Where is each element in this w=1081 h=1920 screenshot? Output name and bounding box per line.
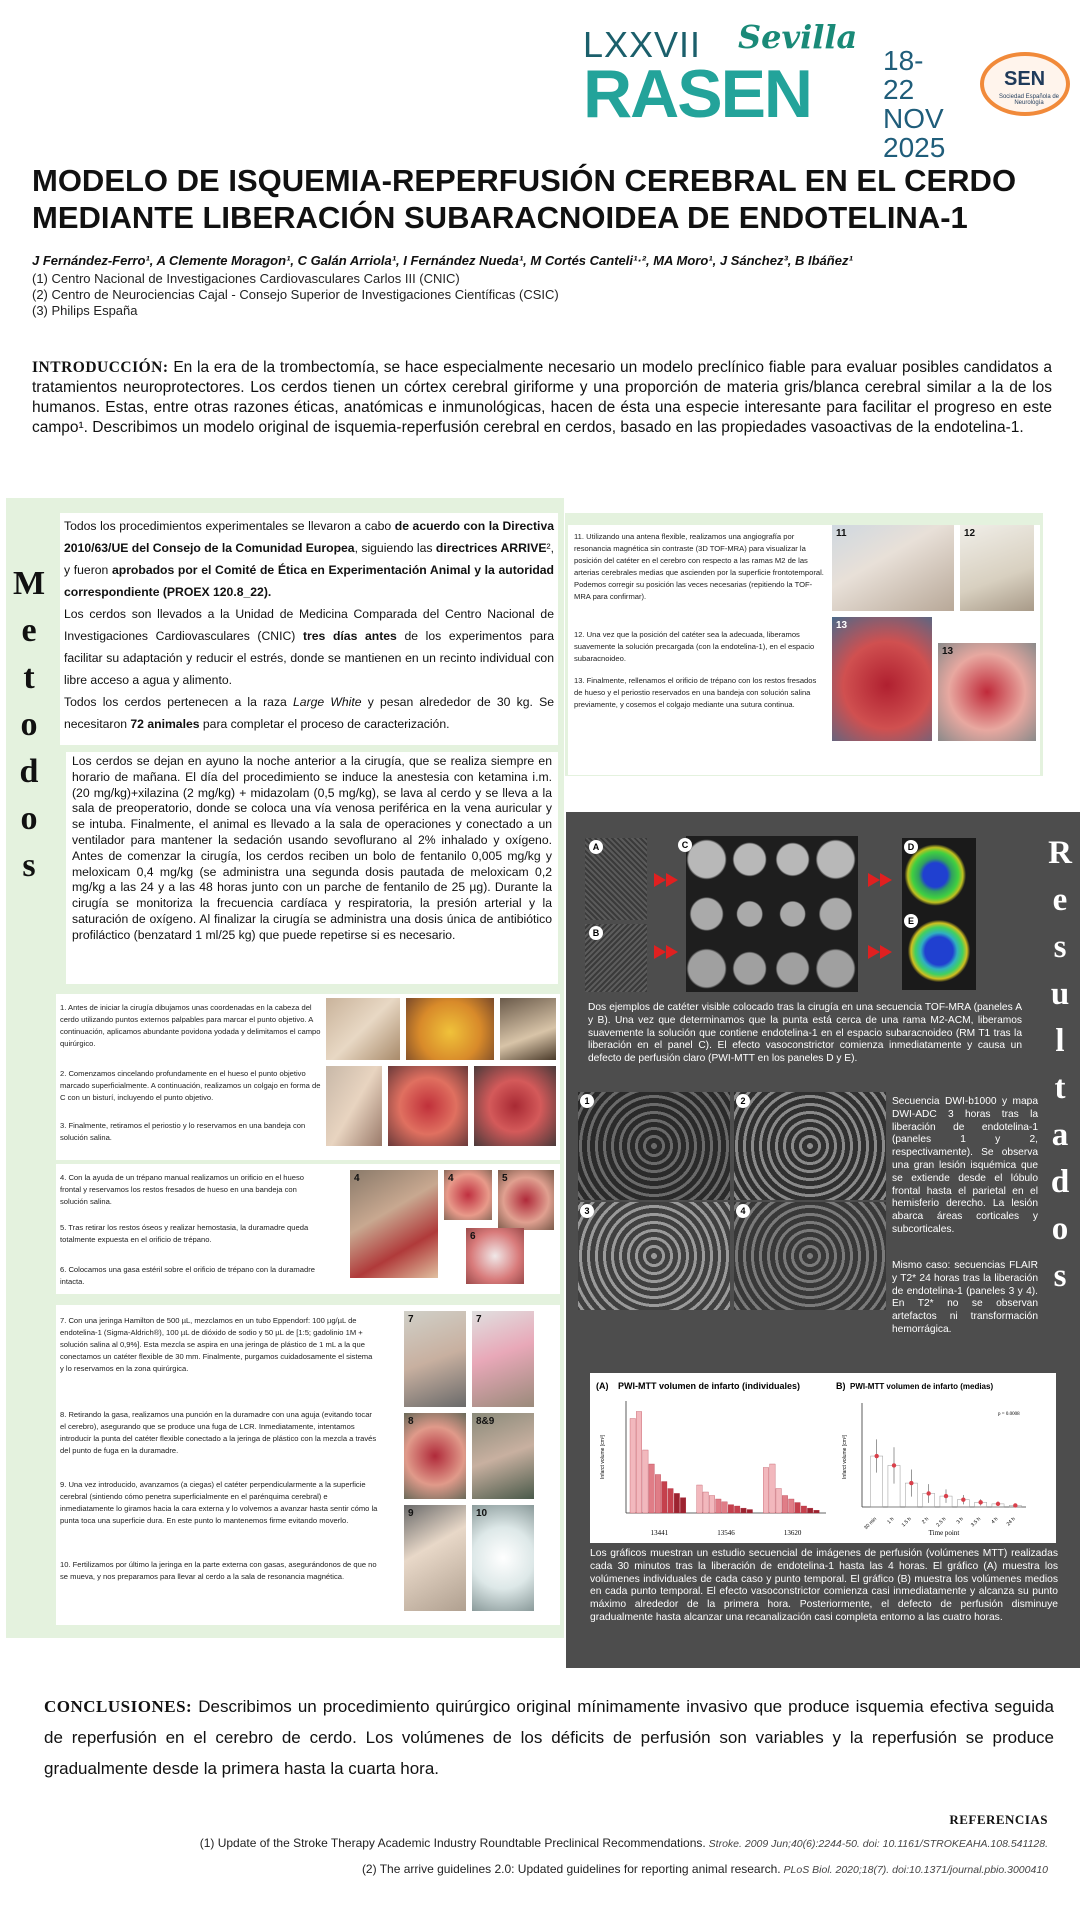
chart-b-tick-label: 3.5 h	[969, 1516, 983, 1529]
methods-anesthesia-box: Los cerdos se dejan en ayuno la noche anterior a la cirugía, que se realiza siempre en horario de mañana. El día del procedimiento se induce la anestesia con ketamina i.m. (20 mg/kg)+xilazina (2 mg/kg) + midazolam (0,5 mg/kg), se lava al cerdo y se lleva a la sala de preoperatorio, donde se coloca una vía venosa periférica en la vena auricular y se intuba. Finalmente, el animal es llevado a la sala de operaciones y conectado a un ventilador para mantener la sedación usando sevoflurano al 2% inhalado y oxígeno. Antes de comenzar la cirugía, los cerdos reciben un bolo de fentanilo 0,005 mg/kg y meloxicam 0,4 mg/kg (se administra una segunda dosis pautada de meloxicam 0,2 mg/kg a las 24 y a las 48 horas junto con un parche de fentanilo de 25 µg). Durante la cirugía se monitoriza la frecuencia cardíaca y respiratoria, la presión arterial y la saturación de oxígeno. Al finalizar la cirugía se administra una dosis única de antibiótico profiláctico (benzatard 1 ml/25 kg) que puede repetirse si es necesario.	[66, 752, 558, 984]
references-heading: REFERENCIAS	[949, 1812, 1048, 1827]
rasen-logo	[583, 18, 946, 163]
chart-a-panel-label: (A)	[596, 1381, 609, 1391]
mri-image: B	[585, 924, 647, 992]
intro-text: En la era de la trombectomía, se hace especialmente necesario un modelo preclínico fiable para evaluar posibles candidatos a tratamientos neuroprotectores. Los cerdos tienen un córtex cerebral giriforme y una proporción de materia gris/blanca cerebral similar a la de los humanos. Estas, entre otras razones éticas, anatómicas e inmunológicas, hacen de ésta una especie interesante para facilitar el progreso en este campo¹. Describimos un modelo original de isquemia-reperfusión cerebral en cerdos, basado en las propiedades vasoactivas de la endotelina-1.	[32, 359, 1052, 436]
chart-a-bar	[741, 1508, 746, 1513]
mri-image: 1	[578, 1092, 730, 1200]
chart-b-tick-label: 4 h	[990, 1516, 1000, 1526]
chart-b-tick-label: 24 h	[1005, 1516, 1017, 1528]
step-4: 4. Con la ayuda de un trépano manual realizamos un orificio en el hueso frontal y reservamos los restos fresados de hueso en una bandeja con solución salina.	[60, 1173, 304, 1206]
surgery-photo	[500, 998, 556, 1060]
chart-b-point	[909, 1481, 913, 1485]
chart-a-bar	[649, 1464, 654, 1513]
congress-dates: 18-22 NOV 2025	[883, 45, 946, 163]
chart-a-ylabel: Infarct volume [cm³]	[600, 1435, 606, 1479]
chart-a-bar	[807, 1508, 812, 1513]
results-caption-3: Mismo caso: secuencias FLAIR y T2* 24 horas tras la liberación de endotelina-1 (paneles 3 y 4). En T2* no se observan artefactos ni transformación hemorrágica.	[892, 1260, 1038, 1335]
surgery-photo: 10	[472, 1505, 534, 1611]
mri-image: 3	[578, 1202, 730, 1310]
chart-a-bar	[770, 1464, 775, 1513]
surgery-photo: 7	[472, 1311, 534, 1407]
chart-b-xlabel: Time point	[928, 1529, 960, 1537]
arrow-icon	[868, 945, 880, 959]
mri-image: 2	[734, 1092, 886, 1200]
results-caption-1: Dos ejemplos de catéter visible colocado tras la cirugía en una secuencia TOF-MRA (paneles A y B). Una vez que determinamos que la punta está cerca de una rama M2-ACM, liberamos suavemente la solución que contiene endotelina-1 en el espacio subaracnoideo (RM T1 tras la liberación en el panel C). El efecto vasoconstrictor comienza inmediatamente y causa un defecto de perfusión claro (PWI-MTT en los paneles D y E).	[588, 1002, 1022, 1065]
chart-a-bar	[674, 1493, 679, 1513]
step-10: 10. Fertilizamos por último la jeringa en la parte externa con gasas, asegurándonos de que no se mueva, y nos preparamos para llevar al cerdo a la sala de resonancia magnética.	[60, 1560, 377, 1581]
chart-b-tick-label: 30 min	[863, 1516, 879, 1532]
chart-b-tick-label: 3 h	[955, 1516, 965, 1526]
methods-steps-1-3	[56, 994, 560, 1160]
chart-a-bar	[716, 1499, 721, 1513]
surgery-photo: 6	[466, 1228, 524, 1284]
mri-image: C	[686, 836, 858, 992]
affiliation: (2) Centro de Neurociencias Cajal - Consejo Superior de Investigaciones Científicas (CSIC)	[32, 287, 559, 302]
chart-b-ylabel: Infarct volume [cm³]	[842, 1435, 848, 1479]
reference-item: (2) The arrive guidelines 2.0: Updated guidelines for reporting animal research. PLoS Biol. 2020;18(7). doi:10.1371/journal.pbio.3000410	[361, 1862, 1048, 1876]
surgery-photo	[388, 1066, 468, 1146]
mri-image: 4	[734, 1202, 886, 1310]
sen-logo: SEN Sociedad Española de Neurología	[980, 52, 1070, 116]
step-3: 3. Finalmente, retiramos el periostio y lo reservamos en una bandeja con solución salina.	[60, 1121, 306, 1142]
arrow-icon	[666, 873, 678, 887]
chart-a-bar	[801, 1506, 806, 1513]
chart-a-bar	[661, 1482, 666, 1514]
arrow-icon	[880, 873, 892, 887]
chart-a-bar	[703, 1492, 708, 1513]
chart-a-title: PWI-MTT volumen de infarto (individuales)	[618, 1381, 801, 1391]
chart-a-bar	[782, 1496, 787, 1514]
surgery-photo: 9	[404, 1505, 466, 1611]
chart-a-bar	[789, 1499, 794, 1513]
surgery-photo: 8	[404, 1413, 466, 1499]
surgery-photo: 5	[498, 1170, 554, 1230]
chart-a-bar	[814, 1510, 819, 1513]
surgery-photo: 7	[404, 1311, 466, 1407]
chart-a-bar	[795, 1503, 800, 1514]
reference-item: (1) Update of the Stroke Therapy Academic Industry Roundtable Preclinical Recommendations. Stroke. 2009 Jun;40(6):2244-50. doi: 10.1161/STROKEAHA.108.541128.	[199, 1836, 1048, 1850]
chart-a-bar	[668, 1489, 673, 1514]
surgery-photo: 4	[350, 1170, 438, 1278]
chart-a-bar	[655, 1475, 660, 1514]
step-12: 12. Una vez que la posición del catéter sea la adecuada, liberamos suavemente la solución precargada (con la endotelina-1), en el espacio subaracnoideo.	[574, 630, 815, 663]
chart-a-bar	[643, 1450, 648, 1513]
authors: J Fernández-Ferro¹, A Clemente Moragon¹, C Galán Arriola¹, I Fernández Nueda¹, M Cortés Canteli¹·², MA Moro¹, J Sánchez³, B Ibáñez¹	[32, 253, 853, 268]
chart-b-point	[996, 1502, 1000, 1506]
step-6: 6. Colocamos una gasa estéril sobre el orificio de trépano con la duramadre intacta.	[60, 1265, 315, 1286]
affiliation: (1) Centro Nacional de Investigaciones Cardiovasculares Carlos III (CNIC)	[32, 271, 460, 286]
chart-a-bar	[722, 1502, 727, 1513]
chart-b-point	[926, 1491, 930, 1495]
chart-b-point	[978, 1500, 982, 1504]
chart-b-panel-label: B)	[836, 1381, 846, 1391]
chart-a-bar	[747, 1510, 752, 1514]
chart-a-bar	[709, 1496, 714, 1514]
chart-a-group-label: 13441	[650, 1529, 669, 1537]
chart-b-title: PWI-MTT volumen de infarto (medias)	[850, 1382, 994, 1391]
mri-image: A	[585, 838, 647, 920]
chart-a-group-label: 13620	[783, 1529, 802, 1537]
results-caption-4: Los gráficos muestran un estudio secuencial de imágenes de perfusión (volúmenes MTT) realizadas cada 30 minutos tras la liberación de endotelina-1 hasta las 4 horas. El gráfico (A) muestra los volúmenes individuales de cada caso y punto temporal. El gráfico (B) muestra los volúmenes medios en cada punto temporal. El efecto vasoconstrictor comienza casi inmediatamente y alcanza su punto máximo alrededor de la primera hora. Posteriormente, el defecto de perfusión disminuye gradualmente hasta alcanzar una recanalización casi completa entorno a las cuatro horas.	[590, 1548, 1058, 1623]
chart-b-tick-label: 1 h	[886, 1516, 896, 1526]
perfusion-charts-svg	[590, 1373, 1056, 1543]
surgery-photo: 12	[960, 525, 1034, 611]
step-1: 1. Antes de iniciar la cirugía dibujamos unas coordenadas en la cabeza del cerdo utilizando puntos externos palpables para marcar el punto objetivo. A continuación, aplicamos abundante povidona yodada y delimitamos el campo quirúrgico.	[60, 1003, 321, 1048]
chart-a-bar	[680, 1498, 685, 1513]
surgery-photo: 11	[832, 525, 954, 611]
chart-a-bar	[734, 1506, 739, 1513]
step-2: 2. Comenzamos cincelando profundamente en el hueso el punto objetivo marcado superficialmente. A continuación, realizamos un colgajo en forma de C con un bisturí, incluyendo el punto objetivo.	[60, 1069, 321, 1102]
step-8: 8. Retirando la gasa, realizamos una punción en la duramadre con una aguja (evitando tocar el cerebro), asegurando que se produce una fuga de LCR. Inmediatamente, intentamos introducir la punta del catéter flexible conectado a la jeringa de plástico con la mezcla a través del punto de fuga en la duramadre.	[60, 1410, 377, 1455]
chart-a-bar	[630, 1419, 635, 1514]
congress-number: LXXVII	[583, 24, 702, 65]
surgery-photo: 8&9	[472, 1413, 534, 1499]
chart-b-tick-label: 1.5 h	[900, 1516, 913, 1529]
surgery-photo	[326, 1066, 382, 1146]
arrow-icon	[654, 945, 666, 959]
chart-b-point	[892, 1463, 896, 1467]
mri-image: E	[902, 912, 976, 990]
mri-procedure-box	[568, 525, 1040, 775]
affiliation: (3) Philips España	[32, 303, 138, 318]
perfusion-charts	[590, 1373, 1056, 1543]
chart-a-bar	[776, 1489, 781, 1514]
results-caption-2: Secuencia DWI-b1000 y mapa DWI-ADC 3 horas tras la liberación de endotelina-1 (paneles 1 y 2, respectivamente). Se observa una gran lesión isquémica que se extiende desde el lóbulo frontal hasta el parietal en el hemisferio derecho. La lesión abarca áreas corticales y subcorticales.	[892, 1096, 1038, 1235]
mri-image: D	[902, 838, 976, 912]
surgery-photo: 13	[832, 617, 932, 741]
surgery-photo: 4	[444, 1170, 492, 1220]
intro-heading: INTRODUCCIÓN:	[32, 359, 169, 376]
conclusions	[44, 1691, 1054, 1784]
surgery-photo	[406, 998, 494, 1060]
step-13: 13. Finalmente, rellenamos el orificio de trépano con los restos fresados de hueso y el periostio reservados en una bandeja con solución salina previamente, y cosemos el colgajo mediante una sutura continua.	[574, 676, 817, 709]
chart-b-point	[944, 1494, 948, 1498]
arrow-icon	[868, 873, 880, 887]
chart-b-point	[1013, 1503, 1017, 1507]
conclusions-text: Describimos un procedimiento quirúrgico original mínimamente invasivo que produce isquemia efectiva seguida de reperfusión en el cerebro de cerdo. Los volúmenes de los déficits de perfusión son variables y la reperfusión se produce gradualmente desde la primera hasta la cuarta hora.	[44, 1697, 1054, 1778]
chart-a-bar	[636, 1412, 641, 1514]
congress-name: RASEN	[583, 56, 812, 132]
surgery-photo	[326, 998, 400, 1060]
step-9: 9. Una vez introducido, avanzamos (a ciegas) el catéter perpendicularmente a la superficie cerebral (sintiendo cómo penetra superficialmente en el parénquima cerebral) e inmediatamente lo giramos hacia la cara externa y lo volvemos a avanzar hasta sentir cómo la punta toca una superficie dura. En este punto lo mantenemos firme evitando moverlo.	[60, 1480, 378, 1525]
chart-a-bar	[728, 1505, 733, 1513]
methods-steps-4-6	[56, 1164, 560, 1294]
step-7: 7. Con una jeringa Hamilton de 500 µL, mezclamos en un tubo Eppendorf: 100 µg/µL de endotelina-1 (Sigma-Aldrich®), 100 µL de dióxido de sodio y 50 µL de [1:5; gadolinio 1M + solución salina al 0,9%]. Esta mezcla se aspira en una jeringa de plástico de 1 mL a la que conectamos un catéter flexible de 30 mm. Finalmente, purgamos cuidadosamente el sistema y lo reservamos en la zona quirúrgica.	[60, 1316, 373, 1373]
step-11: 11. Utilizando una antena flexible, realizamos una angiografía por resonancia magnética sin contraste (3D TOF-MRA) para visualizar la posición del catéter en el cerebro con respecto a las ramas M2 de las arterias cerebrales medias que ascienden por la superficie frontotemporal. Podemos corregir su posición las veces necesarias (repitiendo la TOF-MRA para confirmar).	[574, 532, 824, 601]
chart-a-bar	[763, 1468, 768, 1514]
step-5: 5. Tras retirar los restos óseos y realizar hemostasia, la duramadre queda totalmente expuesta en el orificio de trépano.	[60, 1223, 309, 1244]
surgery-photo: 13	[938, 643, 1036, 741]
chart-b-point	[874, 1454, 878, 1458]
chart-a-bar	[697, 1485, 702, 1513]
chart-b-tick-label: 2.5 h	[935, 1516, 948, 1529]
methods-steps-7-10	[56, 1305, 560, 1625]
arrow-icon	[880, 945, 892, 959]
surgery-photo	[474, 1066, 556, 1146]
methods-ethics-box: Todos los procedimientos experimentales se llevaron a cabo de acuerdo con la Directiva 2010/63/UE del Consejo de la Comunidad Europea, siguiendo las directrices ARRIVE², y fueron aprobados por el Comité de Ética en Experimentación Animal y la autoridad correspondiente (PROEX 120.8_22). Los cerdos son llevados a la Unidad de Medicina Comparada del Centro Nacional de Investigaciones Cardiovasculares (CNIC) tres días antes de los experimentos para facilitar su adaptación y reducir el estrés, donde se mantienen en un recinto individual con libre acceso a agua y alimento. Todos los cerdos pertenecen a la raza Large White y pesan alrededor de 30 kg. Se necesitaron 72 animales para completar el proceso de caracterización.	[60, 513, 558, 745]
methods-side-label: M e t o d o s	[12, 565, 46, 884]
results-side-label: R e s u l t a d o s	[1048, 835, 1072, 1294]
chart-a-group-label: 13546	[717, 1529, 735, 1537]
chart-b-annotation: p = 0.0008	[998, 1412, 1020, 1417]
conclusions-heading: CONCLUSIONES:	[44, 1697, 193, 1716]
congress-city: Sevilla	[738, 18, 858, 56]
chart-b-point	[961, 1498, 965, 1502]
arrow-icon	[654, 873, 666, 887]
chart-b-tick-label: 2 h	[920, 1516, 931, 1526]
arrow-icon	[666, 945, 678, 959]
introduction	[32, 358, 1052, 438]
poster-title: MODELO DE ISQUEMIA-REPERFUSIÓN CEREBRAL EN EL CERDO MEDIANTE LIBERACIÓN SUBARACNOIDEA DE ENDOTELINA-1	[32, 163, 1017, 235]
